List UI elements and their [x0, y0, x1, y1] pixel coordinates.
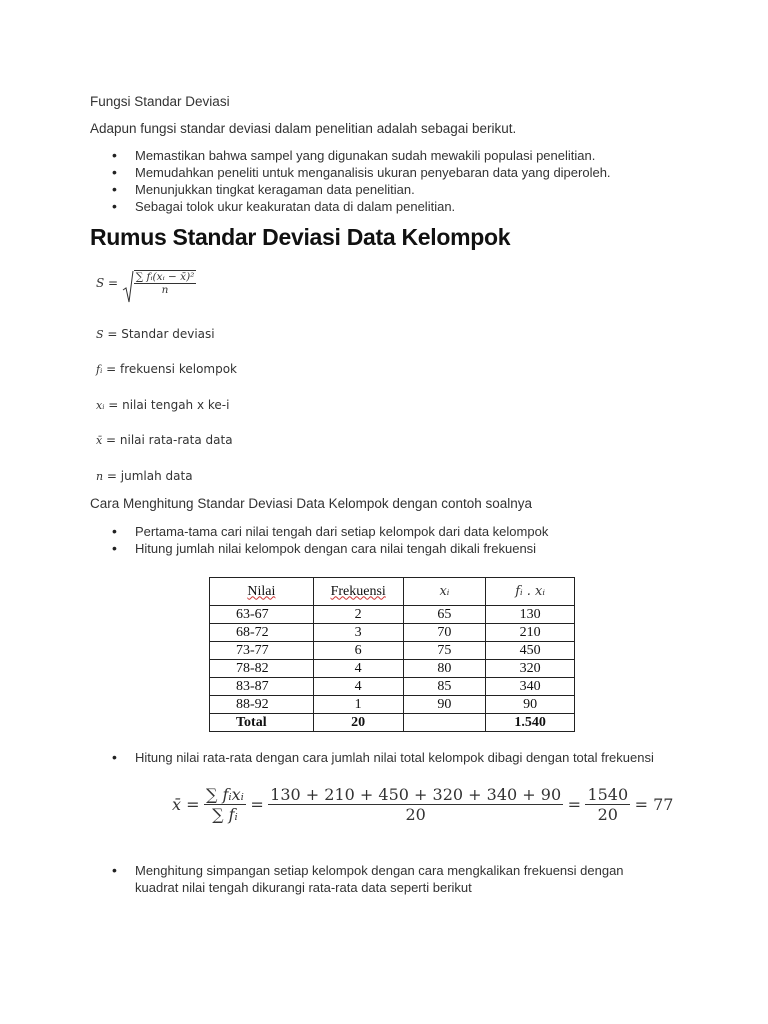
- table-row: [210, 660, 575, 678]
- header-fixi: [486, 578, 575, 606]
- header-label: Frekuensi: [330, 583, 386, 599]
- equals-sign: =: [250, 795, 264, 814]
- header-nilai: [210, 578, 314, 606]
- cell-fixi: 210: [486, 624, 575, 642]
- section-title: Fungsi Standar Deviasi: [90, 94, 230, 109]
- sqrt-icon: [122, 270, 134, 304]
- page-heading: Rumus Standar Deviasi Data Kelompok: [90, 224, 511, 250]
- cell-nilai: 83-87: [210, 678, 314, 696]
- cell-nilai: 73-77: [210, 642, 314, 660]
- legend-text: = frekuensi kelompok: [102, 362, 238, 376]
- cell-xi: 80: [403, 660, 486, 678]
- fraction-denominator: 20: [597, 805, 618, 824]
- frequency-table: [209, 577, 575, 732]
- cell-fixi: 320: [486, 660, 575, 678]
- cell-frekuensi: 4: [313, 678, 403, 696]
- legend-symbol: n: [96, 470, 104, 483]
- list-item: • Hitung jumlah nilai kelompok dengan cara nilai tengah dikali frekuensi: [90, 540, 548, 557]
- formula-lhs: S =: [96, 276, 119, 290]
- cell-frekuensi: 3: [313, 624, 403, 642]
- legend-symbol: S: [96, 328, 104, 341]
- legend-symbol: fᵢ: [96, 363, 103, 376]
- formula-fraction: [134, 270, 197, 296]
- section-intro: Adapun fungsi standar deviasi dalam penelitian adalah sebagai berikut.: [90, 121, 517, 136]
- mean-formula: [172, 785, 673, 824]
- cell-total-fixi: 1.540: [486, 714, 575, 732]
- mean-fraction-1: [204, 785, 246, 824]
- cell-total-xi: [403, 714, 486, 732]
- mean-fraction-3: [585, 785, 630, 824]
- cell-fixi: 130: [486, 606, 575, 624]
- fraction-denominator: 20: [405, 805, 426, 824]
- header-label: Nilai: [247, 583, 276, 599]
- cell-nilai: 68-72: [210, 624, 314, 642]
- cell-nilai: 63-67: [210, 606, 314, 624]
- mean-result: = 77: [634, 795, 674, 814]
- cell-total-label: Total: [210, 714, 314, 732]
- fraction-numerator: 1540: [587, 785, 629, 804]
- cell-xi: 85: [403, 678, 486, 696]
- deviation-step-list: [90, 862, 624, 896]
- cell-xi: 70: [403, 624, 486, 642]
- cell-total-frekuensi: 20: [313, 714, 403, 732]
- cell-frekuensi: 6: [313, 642, 403, 660]
- cell-xi: 65: [403, 606, 486, 624]
- steps-list: [90, 523, 548, 557]
- cell-frekuensi: 1: [313, 696, 403, 714]
- legend-text: = Standar deviasi: [103, 327, 215, 341]
- table-row: [210, 696, 575, 714]
- mean-fraction-2: [268, 785, 563, 824]
- function-list: [90, 147, 611, 215]
- list-item: • Menunjukkan tingkat keragaman data penelitian.: [90, 181, 611, 198]
- legend-xi: [96, 398, 229, 412]
- table-row: [210, 606, 575, 624]
- list-item-line: Menghitung simpangan setiap kelompok dengan cara mengkalikan frekuensi dengan: [135, 863, 624, 878]
- table-row: [210, 642, 575, 660]
- legend-text: = jumlah data: [103, 469, 193, 483]
- equals-sign: =: [567, 795, 581, 814]
- list-item: [90, 862, 624, 896]
- section2-intro: Cara Menghitung Standar Deviasi Data Kelompok dengan contoh soalnya: [90, 496, 533, 511]
- list-item: • Hitung nilai rata-rata dengan cara jumlah nilai total kelompok dibagi dengan total frekuensi: [90, 749, 654, 766]
- sqrt-group: [122, 270, 197, 296]
- mean-step-list: [90, 749, 654, 766]
- cell-xi: 90: [403, 696, 486, 714]
- legend-s: [96, 327, 215, 341]
- legend-n: [96, 469, 193, 483]
- cell-frekuensi: 4: [313, 660, 403, 678]
- list-item: • Sebagai tolok ukur keakuratan data di dalam penelitian.: [90, 198, 611, 215]
- cell-fixi: 90: [486, 696, 575, 714]
- legend-fi: [96, 362, 237, 376]
- legend-xbar: [96, 433, 233, 447]
- header-label: xᵢ: [439, 583, 450, 599]
- list-item: • Pertama-tama cari nilai tengah dari setiap kelompok dari data kelompok: [90, 523, 548, 540]
- table-row: [210, 624, 575, 642]
- legend-text: = nilai rata-rata data: [102, 433, 233, 447]
- fraction-denominator: ∑ fᵢ: [212, 805, 238, 824]
- table-total-row: [210, 714, 575, 732]
- legend-symbol: x̄: [96, 434, 103, 447]
- formula-denominator: n: [161, 284, 169, 296]
- table-header-row: [210, 578, 575, 606]
- cell-fixi: 340: [486, 678, 575, 696]
- fraction-numerator: 130 + 210 + 450 + 320 + 340 + 90: [270, 785, 562, 804]
- header-xi: [403, 578, 486, 606]
- legend-symbol: xᵢ: [96, 399, 105, 412]
- cell-frekuensi: 2: [313, 606, 403, 624]
- list-item: • Memudahkan peneliti untuk menganalisis ukuran penyebaran data yang diperoleh.: [90, 164, 611, 181]
- header-frekuensi: [313, 578, 403, 606]
- std-dev-formula: [96, 270, 196, 306]
- list-item-line: kuadrat nilai tengah dikurangi rata-rata data seperti berikut: [135, 880, 472, 895]
- fraction-numerator: ∑ fᵢxᵢ: [205, 785, 244, 804]
- cell-nilai: 78-82: [210, 660, 314, 678]
- mean-lhs: x̄ =: [172, 795, 200, 814]
- cell-xi: 75: [403, 642, 486, 660]
- formula-numerator: ∑ fᵢ(xᵢ − x̄)²: [135, 271, 195, 283]
- table-row: [210, 678, 575, 696]
- header-label: fᵢ . xᵢ: [515, 583, 546, 599]
- cell-fixi: 450: [486, 642, 575, 660]
- cell-nilai: 88-92: [210, 696, 314, 714]
- list-item: • Memastikan bahwa sampel yang digunakan sudah mewakili populasi penelitian.: [90, 147, 611, 164]
- legend-text: = nilai tengah x ke-i: [104, 398, 230, 412]
